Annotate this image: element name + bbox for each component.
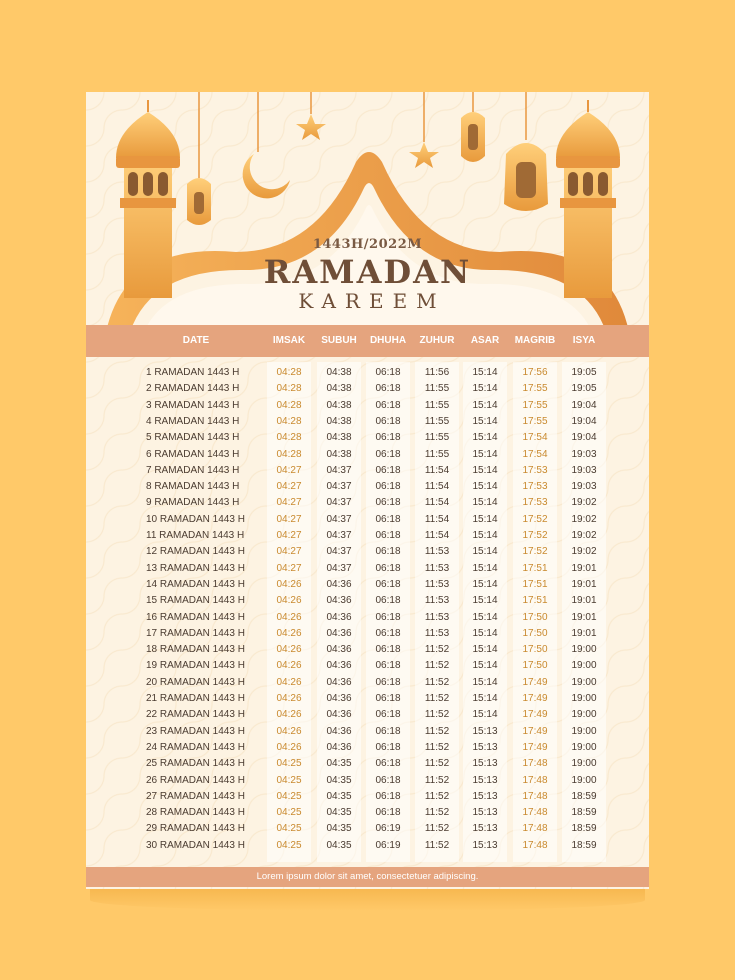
isya-cell: 19:00: [571, 774, 597, 786]
subuh-cell: 04:36: [326, 578, 352, 590]
isya-cell: 19:01: [571, 627, 597, 639]
imsak-cell: 04:28: [276, 432, 302, 444]
table-row: [86, 593, 649, 609]
asar-cell: 15:14: [472, 383, 498, 395]
subuh-cell: 04:36: [326, 709, 352, 721]
dhuha-cell: 06:18: [375, 725, 401, 737]
table-row: [86, 528, 649, 544]
zuhur-cell: 11:52: [424, 741, 450, 753]
imsak-cell: 04:26: [276, 725, 302, 737]
isya-cell: 19:00: [571, 676, 597, 688]
date-cell: 8 RAMADAN 1443 H: [146, 481, 240, 493]
magrib-cell: 17:51: [522, 595, 548, 607]
subuh-cell: 04:38: [326, 415, 352, 427]
dhuha-cell: 06:18: [375, 578, 401, 590]
dhuha-cell: 06:18: [375, 758, 401, 770]
dhuha-cell: 06:18: [375, 546, 401, 558]
subuh-cell: 04:37: [326, 481, 352, 493]
zuhur-cell: 11:53: [424, 611, 450, 623]
date-cell: 21 RAMADAN 1443 H: [146, 693, 245, 704]
zuhur-cell: 11:54: [424, 497, 450, 509]
imsak-cell: 04:27: [276, 562, 302, 574]
asar-cell: 15:13: [472, 758, 498, 770]
dhuha-cell: 06:18: [375, 415, 401, 427]
isya-cell: 19:02: [571, 530, 597, 541]
dhuha-cell: 06:18: [375, 676, 401, 688]
table-row: [86, 479, 649, 495]
dhuha-cell: 06:19: [375, 823, 401, 835]
zuhur-cell: 11:52: [424, 660, 450, 672]
imsak-cell: 04:28: [276, 399, 302, 411]
imsak-cell: 04:28: [276, 448, 302, 460]
table-row: [86, 365, 649, 381]
date-cell: 27 RAMADAN 1443 H: [146, 790, 245, 802]
subuh-cell: 04:37: [326, 546, 352, 558]
date-cell: 3 RAMADAN 1443 H: [146, 399, 240, 411]
table-row: [86, 773, 649, 789]
asar-cell: 15:13: [472, 823, 498, 835]
magrib-cell: 17:48: [522, 823, 548, 835]
subuh-cell: 04:35: [326, 839, 352, 851]
asar-cell: 15:14: [472, 676, 498, 688]
imsak-cell: 04:26: [276, 660, 302, 672]
dhuha-cell: 06:18: [375, 464, 401, 476]
subuh-cell: 04:36: [326, 676, 352, 688]
dhuha-cell: 06:18: [375, 709, 401, 721]
dhuha-cell: 06:18: [375, 741, 401, 753]
subuh-cell: 04:37: [326, 464, 352, 476]
imsak-cell: 04:27: [276, 481, 302, 493]
magrib-cell: 17:49: [522, 741, 548, 753]
table-row: [86, 561, 649, 577]
dhuha-cell: 06:18: [375, 497, 401, 509]
date-cell: 29 RAMADAN 1443 H: [146, 823, 245, 835]
date-cell: 6 RAMADAN 1443 H: [146, 448, 240, 460]
imsak-cell: 04:26: [276, 693, 302, 704]
table-row: [86, 691, 649, 707]
date-cell: 7 RAMADAN 1443 H: [146, 464, 240, 476]
magrib-cell: 17:51: [522, 578, 548, 590]
asar-cell: 15:13: [472, 839, 498, 851]
isya-cell: 19:02: [571, 546, 597, 558]
zuhur-cell: 11:53: [424, 627, 450, 639]
magrib-cell: 17:52: [522, 530, 548, 541]
table-row: [86, 838, 649, 854]
date-cell: 20 RAMADAN 1443 H: [146, 676, 245, 688]
date-cell: 14 RAMADAN 1443 H: [146, 578, 245, 590]
subuh-cell: 04:35: [326, 774, 352, 786]
magrib-cell: 17:54: [522, 432, 548, 444]
isya-cell: 19:01: [571, 562, 597, 574]
date-cell: 9 RAMADAN 1443 H: [146, 497, 240, 509]
dhuha-cell: 06:18: [375, 644, 401, 656]
imsak-cell: 04:25: [276, 774, 302, 786]
dhuha-cell: 06:18: [375, 562, 401, 574]
dhuha-cell: 06:18: [375, 448, 401, 460]
table-row: [86, 821, 649, 837]
subuh-cell: 04:38: [326, 448, 352, 460]
table-row: [86, 789, 649, 805]
subuh-cell: 04:36: [326, 595, 352, 607]
date-cell: 23 RAMADAN 1443 H: [146, 725, 245, 737]
asar-cell: 15:14: [472, 415, 498, 427]
isya-cell: 19:01: [571, 578, 597, 590]
date-cell: 30 RAMADAN 1443 H: [146, 839, 245, 851]
asar-cell: 15:14: [472, 693, 498, 704]
imsak-cell: 04:25: [276, 790, 302, 802]
date-cell: 15 RAMADAN 1443 H: [146, 595, 245, 607]
schedule-header-bar: [86, 325, 649, 357]
subuh-cell: 04:36: [326, 741, 352, 753]
column-header-dhuha: DHUHA: [369, 335, 407, 346]
imsak-cell: 04:27: [276, 497, 302, 509]
magrib-cell: 17:53: [522, 464, 548, 476]
magrib-cell: 17:53: [522, 497, 548, 509]
dhuha-cell: 06:18: [375, 481, 401, 493]
footer-bar: [86, 867, 649, 887]
asar-cell: 15:14: [472, 595, 498, 607]
asar-cell: 15:14: [472, 513, 498, 525]
asar-cell: 15:14: [472, 546, 498, 558]
zuhur-cell: 11:55: [424, 448, 450, 460]
asar-cell: 15:14: [472, 644, 498, 656]
subuh-cell: 04:37: [326, 562, 352, 574]
subuh-cell: 04:36: [326, 693, 352, 704]
dhuha-cell: 06:18: [375, 627, 401, 639]
date-cell: 11 RAMADAN 1443 H: [146, 530, 245, 541]
magrib-cell: 17:52: [522, 513, 548, 525]
asar-cell: 15:13: [472, 790, 498, 802]
column-header-isya: ISYA: [572, 335, 596, 346]
asar-cell: 15:14: [472, 627, 498, 639]
date-cell: 5 RAMADAN 1443 H: [146, 432, 240, 444]
magrib-cell: 17:52: [522, 546, 548, 558]
imsak-cell: 04:25: [276, 839, 302, 851]
zuhur-cell: 11:53: [424, 595, 450, 607]
subuh-cell: 04:38: [326, 367, 352, 378]
dhuha-cell: 06:18: [375, 660, 401, 672]
star-icon: [296, 92, 326, 140]
subuh-cell: 04:36: [326, 644, 352, 656]
isya-cell: 19:02: [571, 497, 597, 509]
dhuha-cell: 06:18: [375, 530, 401, 541]
asar-cell: 15:13: [472, 774, 498, 786]
table-row: [86, 414, 649, 430]
column-header-imsak: IMSAK: [272, 335, 306, 346]
zuhur-cell: 11:53: [424, 578, 450, 590]
table-row: [86, 805, 649, 821]
zuhur-cell: 11:52: [424, 644, 450, 656]
dhuha-cell: 06:18: [375, 693, 401, 704]
dhuha-cell: 06:18: [375, 367, 401, 378]
magrib-cell: 17:55: [522, 399, 548, 411]
lantern-icon: [461, 92, 485, 162]
isya-cell: 19:00: [571, 644, 597, 656]
imsak-cell: 04:25: [276, 807, 302, 819]
isya-cell: 19:05: [571, 383, 597, 395]
imsak-cell: 04:26: [276, 676, 302, 688]
asar-cell: 15:14: [472, 432, 498, 444]
subuh-cell: 04:35: [326, 807, 352, 819]
subuh-cell: 04:37: [326, 497, 352, 509]
isya-cell: 19:00: [571, 709, 597, 721]
magrib-cell: 17:48: [522, 774, 548, 786]
isya-cell: 19:04: [571, 432, 597, 444]
zuhur-cell: 11:54: [424, 513, 450, 525]
table-row: [86, 707, 649, 723]
isya-cell: 19:05: [571, 367, 597, 378]
magrib-cell: 17:50: [522, 644, 548, 656]
isya-cell: 18:59: [571, 807, 597, 819]
zuhur-cell: 11:56: [424, 367, 450, 378]
table-row: [86, 512, 649, 528]
isya-cell: 19:00: [571, 758, 597, 770]
dhuha-cell: 06:18: [375, 790, 401, 802]
table-row: [86, 610, 649, 626]
magrib-cell: 17:48: [522, 758, 548, 770]
asar-cell: 15:13: [472, 725, 498, 737]
table-row: [86, 447, 649, 463]
magrib-cell: 17:55: [522, 415, 548, 427]
title-block: [86, 237, 649, 312]
subuh-cell: 04:35: [326, 790, 352, 802]
asar-cell: 15:14: [472, 367, 498, 378]
year-label: 1443H/2022M: [312, 237, 423, 252]
zuhur-cell: 11:54: [424, 530, 450, 541]
zuhur-cell: 11:52: [424, 758, 450, 770]
zuhur-cell: 11:52: [424, 676, 450, 688]
date-cell: 13 RAMADAN 1443 H: [146, 562, 245, 574]
lantern-icon: [187, 92, 211, 225]
lantern-icon: [504, 92, 548, 211]
table-row: [86, 740, 649, 756]
asar-cell: 15:14: [472, 497, 498, 509]
poster-shadow: [90, 889, 645, 911]
table-row: [86, 675, 649, 691]
asar-cell: 15:13: [472, 741, 498, 753]
zuhur-cell: 11:52: [424, 725, 450, 737]
table-row: [86, 495, 649, 511]
zuhur-cell: 11:55: [424, 383, 450, 395]
asar-cell: 15:14: [472, 448, 498, 460]
dhuha-cell: 06:18: [375, 595, 401, 607]
subuh-cell: 04:38: [326, 399, 352, 411]
magrib-cell: 17:50: [522, 627, 548, 639]
table-row: [86, 544, 649, 560]
isya-cell: 19:03: [571, 464, 597, 476]
zuhur-cell: 11:52: [424, 693, 450, 704]
zuhur-cell: 11:53: [424, 546, 450, 558]
magrib-cell: 17:55: [522, 383, 548, 395]
subuh-cell: 04:37: [326, 513, 352, 525]
isya-cell: 18:59: [571, 839, 597, 851]
magrib-cell: 17:51: [522, 562, 548, 574]
footer-text: Lorem ipsum dolor sit amet, consectetuer adipiscing.: [256, 871, 479, 882]
zuhur-cell: 11:52: [424, 823, 450, 835]
isya-cell: 19:00: [571, 660, 597, 672]
date-cell: 16 RAMADAN 1443 H: [146, 611, 245, 623]
imsak-cell: 04:25: [276, 758, 302, 770]
zuhur-cell: 11:52: [424, 790, 450, 802]
date-cell: 2 RAMADAN 1443 H: [146, 383, 240, 395]
isya-cell: 18:59: [571, 790, 597, 802]
table-row: [86, 398, 649, 414]
magrib-cell: 17:49: [522, 676, 548, 688]
table-row: [86, 626, 649, 642]
subuh-cell: 04:35: [326, 758, 352, 770]
subuh-cell: 04:35: [326, 823, 352, 835]
dhuha-cell: 06:18: [375, 383, 401, 395]
imsak-cell: 04:26: [276, 578, 302, 590]
asar-cell: 15:14: [472, 530, 498, 541]
zuhur-cell: 11:52: [424, 807, 450, 819]
subuh-cell: 04:38: [326, 383, 352, 395]
asar-cell: 15:14: [472, 481, 498, 493]
prayer-schedule-poster: [86, 92, 649, 889]
dhuha-cell: 06:19: [375, 839, 401, 851]
imsak-cell: 04:26: [276, 709, 302, 721]
imsak-cell: 04:27: [276, 513, 302, 525]
isya-cell: 19:01: [571, 595, 597, 607]
column-header-magrib: MAGRIB: [514, 335, 556, 346]
imsak-cell: 04:28: [276, 383, 302, 395]
table-row: [86, 658, 649, 674]
page-title: RAMADAN: [263, 253, 472, 291]
subuh-cell: 04:37: [326, 530, 352, 541]
isya-cell: 19:01: [571, 611, 597, 623]
dhuha-cell: 06:18: [375, 432, 401, 444]
table-row: [86, 381, 649, 397]
asar-cell: 15:14: [472, 660, 498, 672]
zuhur-cell: 11:54: [424, 481, 450, 493]
zuhur-cell: 11:52: [424, 839, 450, 851]
table-row: [86, 724, 649, 740]
zuhur-cell: 11:55: [424, 415, 450, 427]
date-cell: 18 RAMADAN 1443 H: [146, 644, 245, 656]
imsak-cell: 04:26: [276, 627, 302, 639]
asar-cell: 15:13: [472, 807, 498, 819]
isya-cell: 18:59: [571, 823, 597, 835]
zuhur-cell: 11:54: [424, 464, 450, 476]
asar-cell: 15:14: [472, 399, 498, 411]
date-cell: 12 RAMADAN 1443 H: [146, 546, 245, 558]
magrib-cell: 17:50: [522, 660, 548, 672]
date-cell: 24 RAMADAN 1443 H: [146, 741, 245, 753]
asar-cell: 15:14: [472, 578, 498, 590]
date-cell: 17 RAMADAN 1443 H: [146, 627, 245, 639]
isya-cell: 19:04: [571, 415, 597, 427]
magrib-cell: 17:49: [522, 709, 548, 721]
imsak-cell: 04:25: [276, 823, 302, 835]
table-row: [86, 463, 649, 479]
asar-cell: 15:14: [472, 562, 498, 574]
zuhur-cell: 11:52: [424, 709, 450, 721]
imsak-cell: 04:26: [276, 741, 302, 753]
table-row: [86, 642, 649, 658]
crescent-moon-icon: [243, 92, 290, 198]
dhuha-cell: 06:18: [375, 513, 401, 525]
isya-cell: 19:02: [571, 513, 597, 525]
magrib-cell: 17:50: [522, 611, 548, 623]
subuh-cell: 04:36: [326, 611, 352, 623]
table-row: [86, 577, 649, 593]
imsak-cell: 04:27: [276, 546, 302, 558]
dhuha-cell: 06:18: [375, 399, 401, 411]
magrib-cell: 17:54: [522, 448, 548, 460]
isya-cell: 19:00: [571, 725, 597, 737]
imsak-cell: 04:27: [276, 530, 302, 541]
isya-cell: 19:03: [571, 448, 597, 460]
magrib-cell: 17:48: [522, 839, 548, 851]
isya-cell: 19:04: [571, 399, 597, 411]
magrib-cell: 17:48: [522, 790, 548, 802]
date-cell: 19 RAMADAN 1443 H: [146, 660, 245, 672]
date-cell: 4 RAMADAN 1443 H: [146, 415, 240, 427]
imsak-cell: 04:28: [276, 367, 302, 378]
isya-cell: 19:03: [571, 481, 597, 493]
imsak-cell: 04:26: [276, 595, 302, 607]
date-cell: 10 RAMADAN 1443 H: [146, 513, 245, 525]
column-header-zuhur: ZUHUR: [419, 335, 455, 346]
magrib-cell: 17:53: [522, 481, 548, 493]
zuhur-cell: 11:55: [424, 399, 450, 411]
column-header-subuh: SUBUH: [321, 335, 357, 346]
zuhur-cell: 11:53: [424, 562, 450, 574]
date-cell: 26 RAMADAN 1443 H: [146, 774, 245, 786]
magrib-cell: 17:49: [522, 693, 548, 704]
date-cell: 1 RAMADAN 1443 H: [146, 367, 240, 378]
dhuha-cell: 06:18: [375, 611, 401, 623]
subuh-cell: 04:38: [326, 432, 352, 444]
isya-cell: 19:00: [571, 741, 597, 753]
asar-cell: 15:14: [472, 709, 498, 721]
magrib-cell: 17:56: [522, 367, 548, 378]
magrib-cell: 17:48: [522, 807, 548, 819]
isya-cell: 19:00: [571, 693, 597, 704]
column-header-date: DATE: [182, 335, 210, 346]
zuhur-cell: 11:52: [424, 774, 450, 786]
table-row: [86, 430, 649, 446]
page-subtitle: KAREEM: [298, 289, 446, 313]
date-cell: 22 RAMADAN 1443 H: [146, 709, 245, 721]
subuh-cell: 04:36: [326, 660, 352, 672]
imsak-cell: 04:27: [276, 464, 302, 476]
imsak-cell: 04:26: [276, 611, 302, 623]
dhuha-cell: 06:18: [375, 774, 401, 786]
table-row: [86, 756, 649, 772]
subuh-cell: 04:36: [326, 627, 352, 639]
star-icon: [409, 92, 439, 168]
subuh-cell: 04:36: [326, 725, 352, 737]
magrib-cell: 17:49: [522, 725, 548, 737]
asar-cell: 15:14: [472, 611, 498, 623]
imsak-cell: 04:26: [276, 644, 302, 656]
imsak-cell: 04:28: [276, 415, 302, 427]
zuhur-cell: 11:55: [424, 432, 450, 444]
asar-cell: 15:14: [472, 464, 498, 476]
column-header-asar: ASAR: [470, 335, 500, 346]
date-cell: 25 RAMADAN 1443 H: [146, 758, 245, 770]
date-cell: 28 RAMADAN 1443 H: [146, 807, 245, 819]
dhuha-cell: 06:18: [375, 807, 401, 819]
